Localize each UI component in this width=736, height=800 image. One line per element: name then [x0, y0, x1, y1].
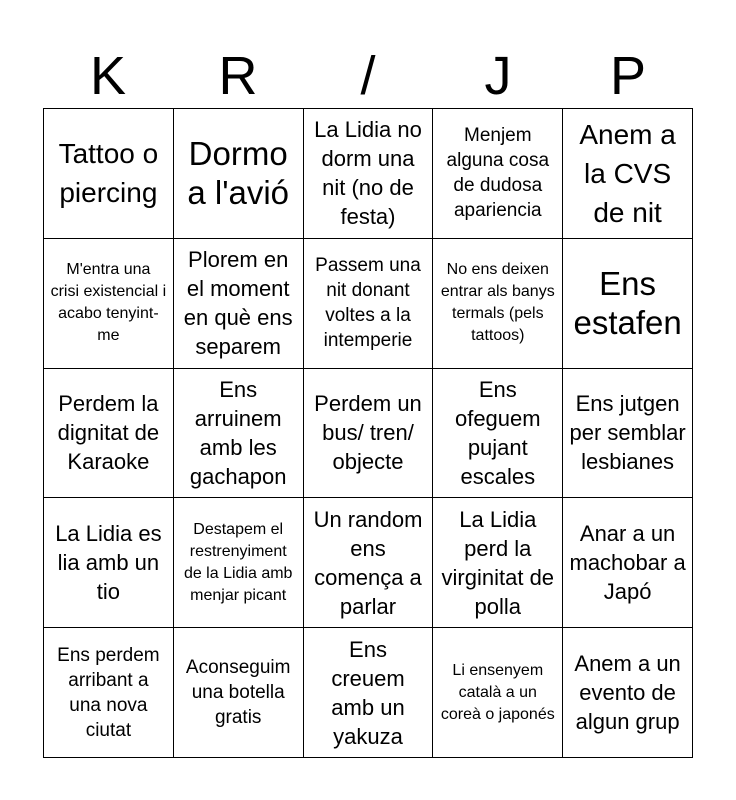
bingo-grid [43, 108, 693, 758]
cell-text: Ens arruinem amb les gachapon [189, 376, 287, 489]
cell-text: M'entra una crisi existencial i acabo tenyint-me [50, 261, 167, 345]
bingo-cell-r2c2[interactable] [174, 239, 304, 369]
bingo-cell-r2c4[interactable] [433, 239, 563, 369]
cell-text: Dormo a l'avió [187, 135, 290, 212]
cell-text: Ens ofeguem pujant escales [454, 376, 541, 489]
header-letter-j: J [484, 46, 512, 106]
bingo-cell-r1c3[interactable] [304, 109, 434, 239]
header-letter-k: K [89, 46, 127, 106]
bingo-cell-r1c2[interactable] [174, 109, 304, 239]
bingo-cell-r2c3[interactable] [304, 239, 434, 369]
bingo-cell-r4c5[interactable] [563, 498, 693, 628]
bingo-cell-r4c4[interactable] [433, 498, 563, 628]
cell-text: Plorem en el moment en què ens separem [183, 247, 293, 360]
bingo-cell-r4c3[interactable] [304, 498, 434, 628]
bingo-cell-r3c1[interactable] [44, 369, 174, 499]
bingo-cell-r1c4[interactable] [433, 109, 563, 239]
cell-text: La Lidia perd la virginitat de polla [441, 506, 555, 619]
cell-text: Un random ens comença a parlar [313, 506, 423, 619]
cell-text: La Lidia no dorm una nit (no de festa) [314, 117, 422, 230]
cell-text: Anar a un machobar a Japó [569, 521, 686, 605]
cell-text: Menjem alguna cosa de dudosa apariencia [446, 125, 550, 222]
bingo-cell-r5c2[interactable] [174, 628, 304, 758]
cell-text: Ens creuem amb un yakuza [331, 636, 405, 749]
bingo-cell-r1c1[interactable] [44, 109, 174, 239]
cell-text: No ens deixen entrar als banys termals (pels tattoos) [440, 261, 555, 345]
cell-text: Passem una nit donant voltes a la intemperie [315, 255, 421, 352]
bingo-header [43, 44, 693, 108]
bingo-cell-r3c2[interactable] [174, 369, 304, 499]
bingo-cell-r5c5[interactable] [563, 628, 693, 758]
bingo-cell-r1c5[interactable] [563, 109, 693, 239]
header-letter-r: R [218, 46, 258, 106]
cell-text: Li ensenyem català a un coreà o japonés [440, 661, 555, 723]
bingo-cell-r4c2[interactable] [174, 498, 304, 628]
cell-text: Anem a la CVS de nit [579, 118, 676, 228]
bingo-cell-r2c1[interactable] [44, 239, 174, 369]
bingo-cell-r2c5[interactable] [563, 239, 693, 369]
header-letter-slash: / [360, 46, 376, 106]
cell-text: Ens jutgen per semblar lesbianes [569, 391, 686, 475]
bingo-cell-r3c4[interactable] [433, 369, 563, 499]
bingo-cell-r3c5[interactable] [563, 369, 693, 499]
cell-text: Tattoo o piercing [58, 138, 159, 209]
cell-text: Ens estafen [573, 265, 682, 342]
cell-text: Destapem el restrenyiment de la Lidia amb menjar picant [183, 520, 293, 604]
cell-text: Aconseguim una botella gratis [185, 657, 291, 729]
cell-text: La Lidia es lia amb un tio [55, 521, 162, 605]
bingo-cell-r4c1[interactable] [44, 498, 174, 628]
bingo-cell-r3c3[interactable] [304, 369, 434, 499]
bingo-cell-r5c1[interactable] [44, 628, 174, 758]
header-letter-p: P [609, 46, 647, 106]
cell-text: Anem a un evento de algun grup [574, 651, 681, 735]
bingo-cell-r5c4[interactable] [433, 628, 563, 758]
cell-text: Perdem la dignitat de Karaoke [57, 391, 160, 475]
bingo-cell-r5c3[interactable] [304, 628, 434, 758]
cell-text: Ens perdem arribant a una nova ciutat [57, 644, 160, 741]
cell-text: Perdem un bus/ tren/ objecte [314, 391, 422, 475]
